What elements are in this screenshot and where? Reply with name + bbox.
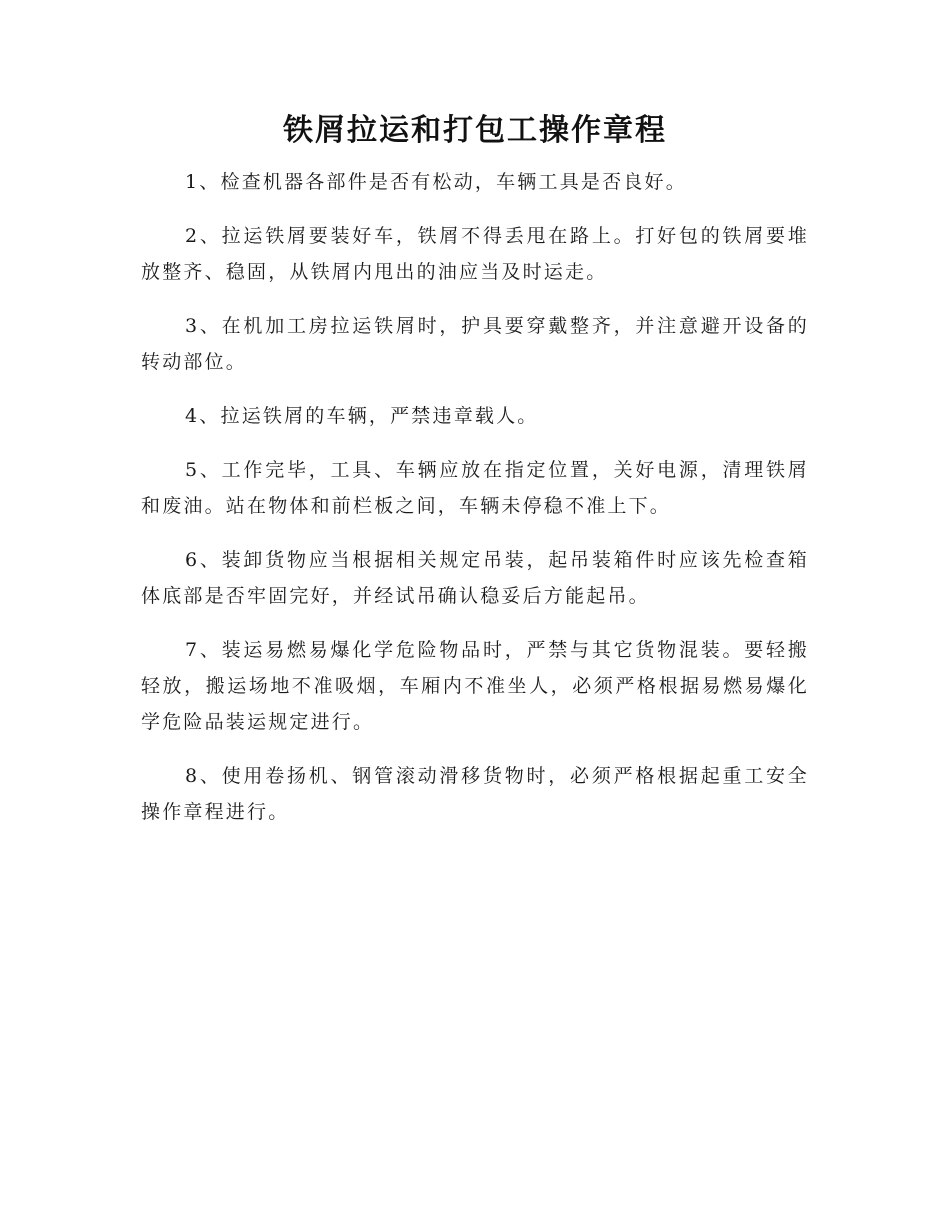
paragraph-1: 1、检查机器各部件是否有松动，车辆工具是否良好。 [185,171,687,193]
document-title: 铁屑拉运和打包工操作章程 [283,113,667,148]
paragraph-7: 7、装运易燃易爆化学危险物品时，严禁与其它货物混装。要轻搬轻放，搬运场地不准吸烟，车厢内不准坐人，必须严格根据易燃易爆化学危险品装运规定进行。 [141,639,809,733]
document-body [141,164,809,848]
paragraph-2: 2、拉运铁屑要装好车，铁屑不得丢甩在路上。打好包的铁屑要堆放整齐、稳固，从铁屑内甩出的油应当及时运走。 [141,225,809,283]
paragraph-6: 6、装卸货物应当根据相关规定吊装，起吊装箱件时应该先检查箱体底部是否牢固完好，并经试吊确认稳妥后方能起吊。 [141,549,809,607]
paragraph-4: 4、拉运铁屑的车辆，严禁违章载人。 [185,405,539,427]
paragraph-3: 3、在机加工房拉运铁屑时，护具要穿戴整齐，并注意避开设备的转动部位。 [141,315,809,373]
paragraph-5: 5、工作完毕，工具、车辆应放在指定位置，关好电源，清理铁屑和废油。站在物体和前栏板之间，车辆未停稳不准上下。 [141,459,809,517]
paragraph-8: 8、使用卷扬机、钢管滚动滑移货物时，必须严格根据起重工安全操作章程进行。 [141,765,809,823]
